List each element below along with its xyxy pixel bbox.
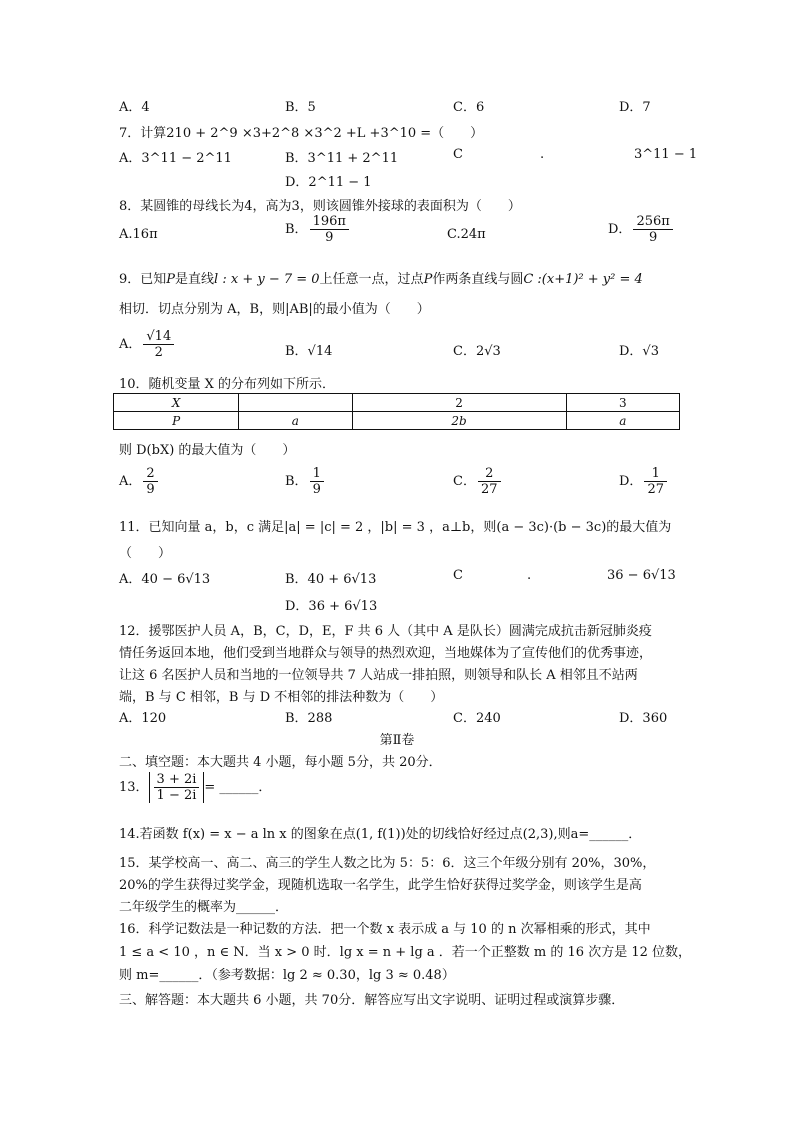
- q15-line: 15．某学校高一、高二、高三的学生人数之比为 5：5：6．这三个年级分别有 20%，30%，: [119, 856, 656, 871]
- q7-stem-text: 7．计算2: [119, 126, 175, 141]
- q16-line: 1 ≤ a < 10 ，n ∈ N．当 x > 0 时．lg x = n + lg a ．若一个正整数 m 的 16 次方是 12 位数，: [119, 945, 692, 960]
- q13: [119, 772, 271, 803]
- q9-text-c: 是直线: [175, 272, 215, 287]
- q9-line2: 相切．切点分别为 A，B，则|AB|的最小值为（ ）: [119, 302, 430, 317]
- table-cell: 2: [352, 394, 566, 412]
- q12-option-c: C．240: [453, 711, 501, 726]
- q7-option-d: D．2^11 − 1: [285, 175, 372, 190]
- q9-text-g: 作两条直线与圆: [432, 272, 524, 287]
- q12-line: 情任务返回本地，他们受到当地群众与领导的热烈欢迎，当地媒体为了宣传他们的优秀事迹，: [119, 646, 653, 661]
- q10-a-denominator: 9: [146, 482, 155, 497]
- q9-a-denominator: 2: [154, 345, 163, 360]
- q12-line: 端，B 与 C 相邻，B 与 D 不相邻的排法种数为（ ）: [119, 690, 444, 705]
- q10-after: 则 D(bX) 的最大值为（ ）: [119, 443, 296, 458]
- q11-option-c-label: C: [453, 568, 463, 583]
- q11-line1: 11．已知向量 a，b，c 满足|a| = |c| = 2 ，|b| = 3 ，a⊥b，则(a − 3c)·(b − 3c)的最大值为: [119, 520, 672, 535]
- part-3-heading: 三、解答题：本大题共 6 小题，共 70分．解答应写出文字说明、证明过程或演算步骤．: [119, 993, 625, 1008]
- table-cell: 2b: [352, 412, 566, 430]
- q15-line: 二年级学生的概率为______．: [119, 900, 289, 915]
- q10-c-denominator: 27: [480, 482, 498, 497]
- table-row: [114, 394, 680, 412]
- q9-line-eq: l : x + y − 7 = 0: [214, 272, 320, 287]
- q13-abs-value: [149, 772, 205, 803]
- q6-option-b: B．5: [285, 100, 316, 115]
- q10-d-numerator: 1: [644, 466, 667, 482]
- q10-c-label: C．: [453, 474, 476, 489]
- q13-answer-blank: = ______．: [204, 780, 272, 795]
- q12-line: 让这 6 名医护人员和当地的一位领导共 7 人站成一排拍照，则领导和队长 A 相邻且不站两: [119, 668, 638, 683]
- q10-c-fraction: [478, 466, 501, 497]
- q9-option-a: [119, 329, 176, 360]
- q10-d-fraction: [644, 466, 667, 497]
- q7-option-a: A．3^11 − 2^11: [119, 151, 232, 166]
- q9-text-a: 9．已知: [119, 272, 167, 287]
- q10-b-fraction: [310, 466, 324, 497]
- q9-point-p2: P: [423, 272, 433, 287]
- table-cell: P: [114, 412, 239, 430]
- q14: 14.若函数 f(x) = x − a ln x 的图象在点(1, f(1))处的切线恰好经过点(2,3),则a=______．: [119, 827, 642, 842]
- q10-option-b: [285, 466, 326, 497]
- q10-a-numerator: 2: [143, 466, 157, 482]
- q10-a-fraction: [143, 466, 157, 497]
- q12-option-d: D．360: [619, 711, 668, 726]
- table-cell: 1: [239, 394, 352, 412]
- q7-option-b: B．3^11 + 2^11: [285, 151, 399, 166]
- q13-denominator: 1 − 2i: [156, 788, 197, 803]
- table-cell: a: [239, 412, 352, 430]
- q9-option-d: D．√3: [619, 344, 659, 359]
- q10-option-a: [119, 466, 160, 497]
- q8-b-denominator: 9: [325, 230, 334, 245]
- part-2-heading: 二、填空题：本大题共 4 小题，每小题 5分，共 20分．: [119, 755, 442, 770]
- q13-label: 13．: [119, 780, 149, 795]
- section-2-title: 第Ⅱ卷: [379, 733, 415, 748]
- q8-d-fraction: [633, 214, 672, 245]
- q8-d-label: D．: [608, 222, 632, 237]
- q12-option-b: B．288: [285, 711, 333, 726]
- table-row: [114, 412, 680, 430]
- q10-b-label: B．: [285, 474, 308, 489]
- q8-b-fraction: [310, 214, 349, 245]
- q10-d-denominator: 27: [647, 482, 664, 497]
- q13-fraction: [154, 772, 200, 803]
- q9-a-numerator: √14: [143, 329, 174, 345]
- q6-option-d: D．7: [619, 100, 651, 115]
- q8-option-b: [285, 214, 351, 245]
- q7-stem: [119, 122, 483, 141]
- q11-option-a: A．40 − 6√13: [119, 572, 211, 587]
- q9-option-c: C．2√3: [453, 344, 501, 359]
- q10-d-label: D．: [619, 474, 643, 489]
- q6-option-a: A．4: [119, 100, 150, 115]
- q8-option-a: A.16π: [119, 227, 158, 242]
- q7-option-c-dot: .: [540, 147, 545, 162]
- q10-b-denominator: 9: [312, 482, 321, 497]
- q11-option-c-value: 36 − 6√13: [607, 568, 676, 583]
- table-cell: X: [114, 394, 239, 412]
- table-cell: a: [566, 412, 679, 430]
- q9-a-fraction: [143, 329, 174, 360]
- q11-option-c-dot: .: [527, 568, 532, 583]
- q9-circle-eq: C :(x+1)² + y² = 4: [523, 272, 643, 287]
- q9-line1: [119, 268, 643, 287]
- q7-option-c-value: 3^11 − 1: [634, 147, 698, 162]
- q11-line2: （ ）: [119, 546, 172, 561]
- q8-b-label: B．: [285, 222, 308, 237]
- q8-stem: 8．某圆锥的母线长为4，高为3，则该圆锥外接球的表面积为（ ）: [119, 199, 521, 214]
- table-cell: 3: [566, 394, 679, 412]
- q11-option-d: D．36 + 6√13: [285, 599, 378, 614]
- q8-option-d: [608, 214, 675, 245]
- q10-c-numerator: 2: [478, 466, 501, 482]
- q8-b-numerator: 196π: [310, 214, 349, 230]
- q10-option-d: [619, 466, 669, 497]
- q9-option-b: B．√14: [285, 344, 333, 359]
- q9-a-label: A．: [119, 337, 142, 352]
- distribution-table: [113, 393, 680, 430]
- q10-a-label: A．: [119, 474, 142, 489]
- q10-stem: 10．随机变量 X 的分布列如下所示．: [119, 377, 336, 392]
- q12-line: 12．援鄂医护人员 A，B，C，D，E，F 共 6 人（其中 A 是队长）圆满完成抗击新冠肺炎疫: [119, 624, 652, 639]
- q9-point-p: P: [166, 272, 176, 287]
- q13-numerator: 3 + 2i: [154, 772, 200, 788]
- q11-option-b: B．40 + 6√13: [285, 572, 377, 587]
- q16-line: 16．科学记数法是一种记数的方法．把一个数 x 表示成 a 与 10 的 n 次幂相乘的形式，其中: [119, 922, 651, 937]
- q10-b-numerator: 1: [310, 466, 324, 482]
- q15-line: 20%的学生获得过奖学金，现随机选取一名学生，此学生恰好获得过奖学金，则该学生是高: [119, 878, 642, 893]
- q6-option-c: C．6: [453, 100, 485, 115]
- q8-d-numerator: 256π: [633, 214, 672, 230]
- q8-d-denominator: 9: [648, 230, 658, 245]
- q10-option-c: [453, 466, 503, 497]
- q9-text-e: 上任意一点，过点: [319, 272, 424, 287]
- q16-line: 则 m=______．（参考数据：lg 2 ≈ 0.30，lg 3 ≈ 0.48）: [119, 968, 455, 983]
- q7-option-c-label: C: [453, 147, 463, 162]
- q7-expression: 10 + 2^9 ×3+2^8 ×3^2 +L +3^10 =（ ）: [174, 126, 484, 141]
- q8-option-c: C.24π: [447, 227, 486, 242]
- q12-option-a: A．120: [119, 711, 167, 726]
